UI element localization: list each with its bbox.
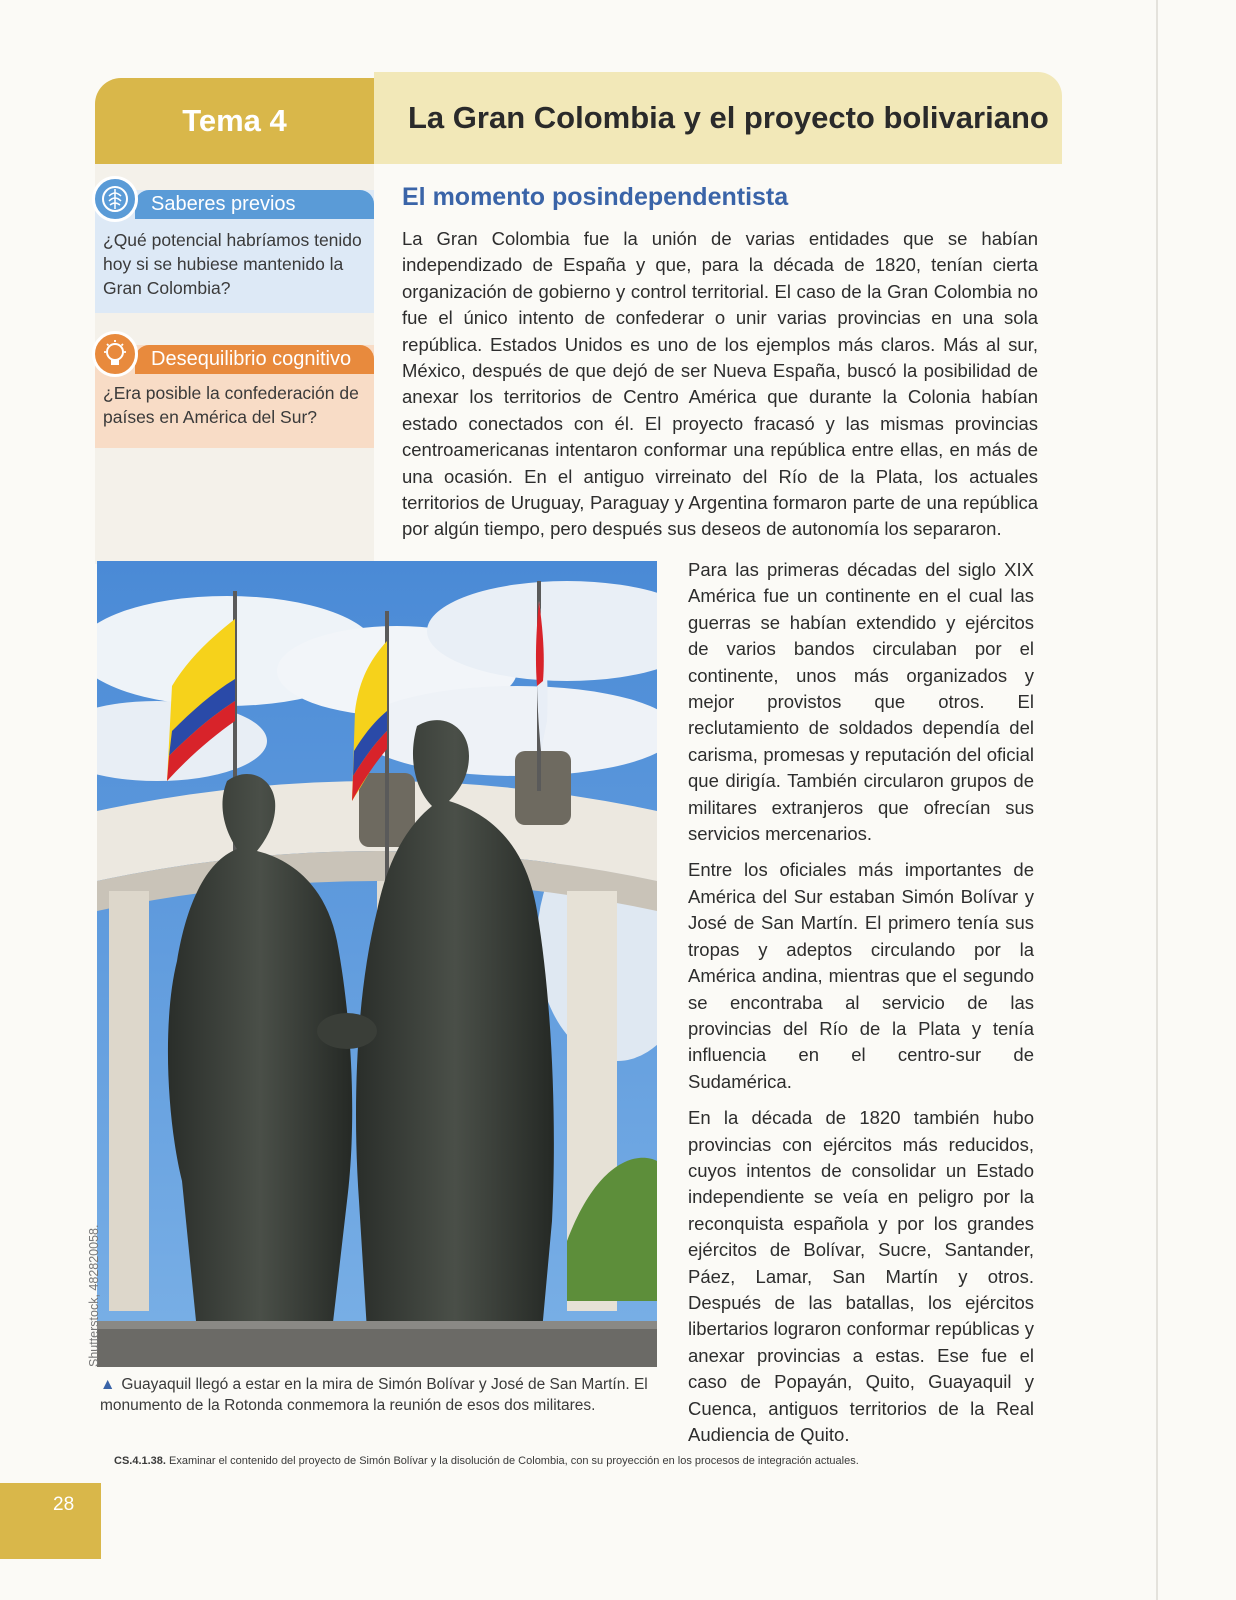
monument-photo xyxy=(97,561,657,1367)
topic-badge xyxy=(95,78,374,164)
curriculum-code: CS.4.1.38. xyxy=(114,1455,166,1467)
saberes-previos-question: ¿Qué potencial habríamos tenido hoy si se hubiese mantenido la Gran Colombia? xyxy=(103,230,362,298)
paragraph: Entre los oficiales más importantes de América del Sur estaban Simón Bolívar y José de San Martín. El primero tenía sus tropas y adeptos circulando por la América andina, mientras que el segundo se encontraba al servicio de las provincias del Río de la Plata y tenía influencia en el centro-sur de Sudamérica. xyxy=(688,859,1034,1092)
curriculum-footnote xyxy=(114,1455,859,1467)
page-number-tab xyxy=(0,1483,101,1559)
photo-caption-text: Guayaquil llegó a estar en la mira de Simón Bolívar y José de San Martín. El monumento de la Rotonda conmemora la reunión de esos dos militares. xyxy=(100,1376,648,1414)
saberes-previos-label: Saberes previos xyxy=(151,193,296,215)
triangle-icon: ▲ xyxy=(100,1376,116,1393)
intro-paragraph: La Gran Colombia fue la unión de varias entidades que se habían independizado de España y que, para la década de 1820, tenían cierta organización de gobierno y control territorial. El caso de la Gran Colombia no fue el único intento de confederar o unir varias provincias en una sola república. Estados Unidos es uno de los ejemplos más claros. Más al sur, México, después de que dejó de ser Nueva España, buscó la posibilidad de anexar los territorios de Centro América que durante la Colonia habían estado conectados con él. El proyecto fracasó y las mismas provincias centroamericanas intentaron conformar una república entre ellas, en más de una ocasión. En el antiguo virreinato del Río de la Plata, los actuales territorios de Uruguay, Paraguay y Argentina formaron parte de una república por algún tiempo, pero después sus deseos de autonomía los separaron. xyxy=(402,228,1038,540)
topic-title: La Gran Colombia y el proyecto bolivariano xyxy=(408,100,1049,135)
topic-header xyxy=(374,72,1062,164)
saberes-previos-header xyxy=(135,190,374,219)
photo-caption xyxy=(100,1374,660,1416)
brain-icon xyxy=(92,176,138,222)
page-edge-line xyxy=(1156,0,1158,1600)
desequilibrio-cognitivo-header xyxy=(135,345,374,374)
paragraph: En la década de 1820 también hubo provincias con ejércitos más reducidos, cuyos intentos de consolidar un Estado independiente se veía en peligro por la reconquista española y por los grandes ejércitos de Bolívar, Sucre, Santander, Páez, Lamar, San Martín y otros. Después de las batallas, los ejércitos libertarios lograron conformar repúblicas y anexar provincias a estas. Ese fue el caso de Popayán, Quito, Guayaquil y Cuenca, antiguos territorios de la Real Audiencia de Quito. xyxy=(688,1107,1034,1445)
topic-number: Tema 4 xyxy=(182,103,287,138)
desequilibrio-cognitivo-question: ¿Era posible la confederación de países en América del Sur? xyxy=(103,383,359,427)
lightbulb-icon xyxy=(92,331,138,377)
photo-credit: Shutterstock, 482820058. xyxy=(87,1224,101,1367)
page-number: 28 xyxy=(53,1494,75,1515)
section-title: El momento posindependentista xyxy=(402,183,789,211)
desequilibrio-cognitivo-label: Desequilibrio cognitivo xyxy=(151,348,352,370)
curriculum-text: Examinar el contenido del proyecto de Simón Bolívar y la disolución de Colombia, con su proyección en los procesos de integración actuales. xyxy=(169,1455,859,1467)
right-column-text xyxy=(688,557,1034,1458)
paragraph: Para las primeras décadas del siglo XIX América fue un continente en el cual las guerras se habían extendido y ejércitos de varios bandos circulaban por el continente, unos más organizados y mejor provistos que otros. El reclutamiento de soldados dependía del carisma, promesas y reputación del oficial que dirigía. También circularon grupos de militares extranjeros que ofrecían sus servicios mercenarios. xyxy=(688,559,1034,845)
